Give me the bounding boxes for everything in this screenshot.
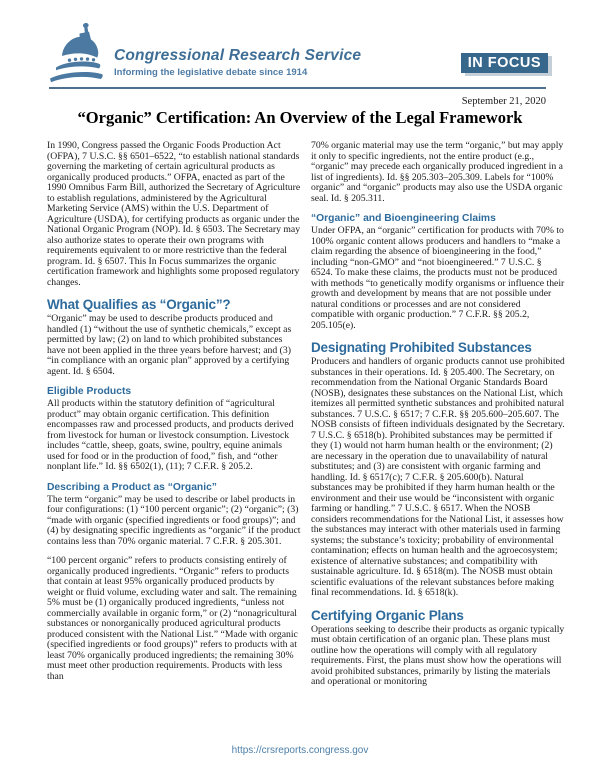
page-title: “Organic” Certification: An Overview of the Legal Framework xyxy=(77,108,523,127)
paragraph-continuation: 70% organic material may use the term “organic,” but may apply it only to specific ingredients, not the entire product (e.g., “organic” may precede each organically produced ingredient in a list of ingredients). Id. §§ 205.303–205.309. Labels for “100% organic” and “organic” products may also use the USDA organic seal. Id. § 205.311. xyxy=(311,140,564,204)
publication-date: September 21, 2020 xyxy=(461,96,546,107)
paragraph-eligible-products: All products within the statutory definition of “agricultural product” may obtain organic certification. This definition encompasses raw and processed products, and products derived from livestock for human or livestock consumption. Livestock includes “cattle, sheep, goats, swine, poultry, equine animals used for food or in the production of food,” fish, and “other nonplant life.” Id. §§ 6502(1), (11); 7 C.F.R. § 205.2. xyxy=(47,398,294,472)
paragraph-bioengineering: Under OFPA, an “organic” certification for products with 70% to 100% organic content allows producers and handlers to “make a claim regarding the absence of bioengineering in the food,” including “non-GMO” and “not bioengineered.” 7 U.S.C. § 6524. To make these claims, the products must not be produced with methods “to genetically modify organisms or influence their growth and development by means that are not possible under natural conditions or processes and are not considered compatible with organic production.” 7 C.F.R. §§ 205.2, 205.105(e). xyxy=(311,225,565,331)
paragraph-prohibited-substances: Producers and handlers of organic products cannot use prohibited substances in their operations. Id. § 205.400. The Secretary, on recommendation from the National Organic Standards Board (NOSB), designates these substances on the National List, which itemizes all permitted synthetic substances and prohibited natural substances. 7 U.S.C. § 6517; 7 C.F.R. §§ 205.600–205.607. The NOSB consists of fifteen individuals designated by the Secretary. 7 U.S.C. § 6518(b). Prohibited substances may be permitted if they (1) would not harm human health or the environment; (2) are necessary in the operation due to unavailability of natural substitutes; and (3) are consistent with organic farming and handling. Id. § 6517(c); 7 C.F.R. § 205.600(b). Natural substances may be prohibited if they harm human health or the environment and their use would be “inconsistent with organic farming or handling.” 7 U.S.C. § 6517. When the NOSB considers recommendations for the National List, it assesses how the substances may interact with other materials used in farming systems; the substance’s toxicity; probability of environmental contamination; effects on human health and the agroecosystem; existence of alternative substances; and compatibility with sustainable agriculture. Id. § 6518(m). The NOSB must obtain scientific evaluations of the relevant substances before making final recommendations. Id. § 6518(k). xyxy=(311,356,565,598)
paragraph-describing-1: The term “organic” may be used to describe or label products in four configurations: (1) “100 percent organic”; (2) “organic”; (3) “made with organic (specified ingredients or food groups)”; and (4) by designating specific ingredients as “organic” if the product contains less than 70% organic material. 7 C.F.R. § 205.301. xyxy=(47,493,301,547)
paragraph-describing-2: “100 percent organic” refers to products consisting entirely of organically produced ingredients. “Organic” refers to products that contain at least 95% organically produced products by weight or fluid volume, excluding water and salt. The remaining 5% must be (1) organically produced ingredients, “unless not commercially available in organic form,” or (2) “nonagricultural substances or nonorganically produced agricultural products produced consistent with the National List.” “Made with organic (specified ingredients or food groups)” refers to products with at least 70% organically produced ingredients; the remaining 30% must meet other production requirements. Products with less than xyxy=(47,555,298,682)
intro-paragraph: In 1990, Congress passed the Organic Foods Production Act (OFPA), 7 U.S.C. §§ 6501–6522, “to establish national standards governing the marketing of certain agricultural products as organically produced products.” OFPA, enacted as part of the 1990 Omnibus Farm Bill, authorized the Secretary of Agriculture to establish regulations, administered by the Agricultural Marketing Service (AMS) within the U.S. Department of Agriculture (USDA), for certifying products as organic under the National Organic Program (NOP). Id. § 6503. The Secretary may also authorize states to operate their own programs with requirements equivalent to or more restrictive than the federal program. Id. § 6507. This In Focus summarizes the organic certification framework and highlights some proposed regulatory changes. xyxy=(47,140,301,288)
capitol-dome-icon xyxy=(48,22,106,84)
document-body xyxy=(47,141,565,688)
subsection-heading-describing: Describing a Product as “Organic” xyxy=(47,481,217,493)
left-column xyxy=(47,141,301,688)
section-heading-certifying-plans: Certifying Organic Plans xyxy=(311,607,464,623)
right-column xyxy=(311,141,565,688)
in-focus-badge: IN FOCUS xyxy=(461,53,548,73)
section-heading-what-qualifies: What Qualifies as “Organic”? xyxy=(47,297,231,312)
section-heading-prohibited-substances: Designating Prohibited Substances xyxy=(311,340,532,355)
crs-logo-text xyxy=(114,47,361,84)
subsection-heading-eligible-products: Eligible Products xyxy=(47,386,132,397)
org-name: Congressional Research Service xyxy=(114,47,362,64)
paragraph-what-qualifies: “Organic” may be used to describe products produced and handled (1) “without the use of synthetic chemicals,” except as permitted by law; (2) on land to which prohibited substances have not been applied in the three years before harvest; and (3) “in compliance with an organic plan” approved by a certifying agent. Id. § 6504. xyxy=(47,313,292,377)
crs-logo xyxy=(48,22,361,84)
paragraph-certifying-plans: Operations seeking to describe their products as organic typically must obtain certification of an organic plan. These plans must outline how the operations will comply with all regulatory requirements. First, the plans must show how the operations will avoid prohibited substances, primarily by listing the materials and operational or monitoring xyxy=(311,623,565,687)
org-tagline: Informing the legislative debate since 1914 xyxy=(114,67,308,78)
page-footer xyxy=(0,740,600,758)
footer-url[interactable]: https://crsreports.congress.gov xyxy=(231,745,369,756)
header-divider xyxy=(49,87,546,89)
subsection-heading-bioengineering: “Organic” and Bioengineering Claims xyxy=(311,213,496,224)
